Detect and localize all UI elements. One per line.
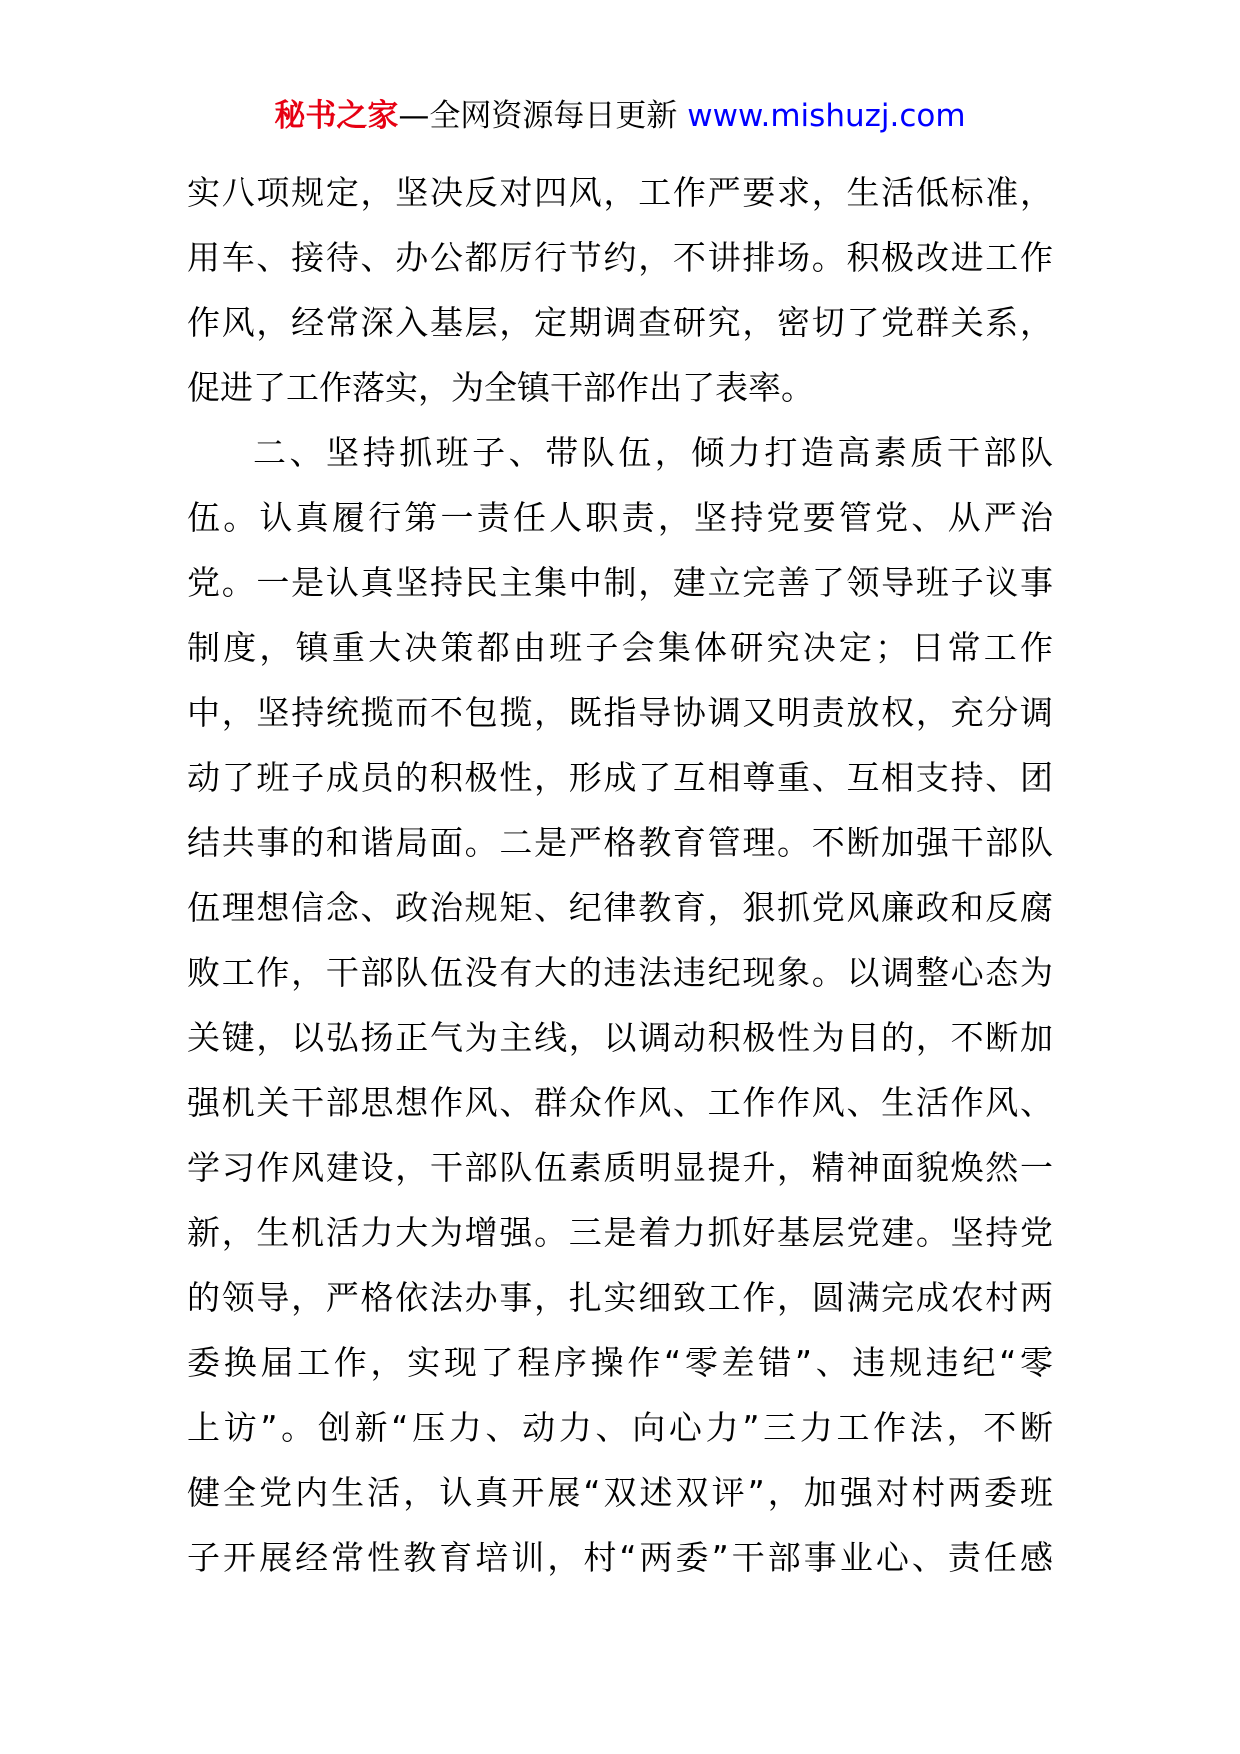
text-line: 败工作，干部队伍没有大的违法违纪现象。以调整心态为 bbox=[187, 953, 1053, 992]
brand-name: 秘书之家 bbox=[274, 98, 399, 134]
text-line: 学习作风建设，干部队伍素质明显提升，精神面貌焕然一 bbox=[187, 1148, 1053, 1187]
text-line: 作风，经常深入基层，定期调查研究，密切了党群关系， bbox=[187, 303, 1053, 342]
text-line: 动了班子成员的积极性，形成了互相尊重、互相支持、团 bbox=[187, 758, 1053, 797]
text-line: 子开展经常性教育培训，村“两委”干部事业心、责任感 bbox=[187, 1538, 1053, 1577]
text-line: 制度，镇重大决策都由班子会集体研究决定；日常工作 bbox=[187, 628, 1053, 667]
text-line: 健全党内生活，认真开展“双述双评”，加强对村两委班 bbox=[187, 1473, 1053, 1512]
text-line: 实八项规定，坚决反对四风，工作严要求，生活低标准， bbox=[187, 173, 1053, 212]
text-line: 用车、接待、办公都厉行节约，不讲排场。积极改进工作 bbox=[187, 238, 1053, 277]
text-line: 上访”。创新“压力、动力、向心力”三力工作法，不断 bbox=[187, 1408, 1053, 1447]
document-body bbox=[187, 160, 1053, 1590]
site-url-link[interactable]: www.mishuzj.com bbox=[687, 98, 966, 134]
header-tagline: —全网资源每日更新 bbox=[398, 98, 688, 134]
text-line: 伍理想信念、政治规矩、纪律教育，狠抓党风廉政和反腐 bbox=[187, 888, 1053, 927]
text-line: 党。一是认真坚持民主集中制，建立完善了领导班子议事 bbox=[187, 563, 1053, 602]
text-line: 中，坚持统揽而不包揽，既指导协调又明责放权，充分调 bbox=[187, 693, 1053, 732]
section-heading-line: 二、坚持抓班子、带队伍，倾力打造高素质干部队 bbox=[253, 433, 1053, 472]
text-line: 结共事的和谐局面。二是严格教育管理。不断加强干部队 bbox=[187, 823, 1053, 862]
text-line: 强机关干部思想作风、群众作风、工作作风、生活作风、 bbox=[187, 1083, 1053, 1122]
text-line: 委换届工作，实现了程序操作“零差错”、违规违纪“零 bbox=[187, 1343, 1053, 1382]
text-line: 关键，以弘扬正气为主线，以调动积极性为目的，不断加 bbox=[187, 1018, 1053, 1057]
text-line: 的领导，严格依法办事，扎实细致工作，圆满完成农村两 bbox=[187, 1278, 1053, 1317]
text-line: 促进了工作落实，为全镇干部作出了表率。 bbox=[187, 368, 814, 407]
site-header bbox=[0, 96, 1240, 136]
text-line: 新，生机活力大为增强。三是着力抓好基层党建。坚持党 bbox=[187, 1213, 1053, 1252]
text-line: 伍。认真履行第一责任人职责，坚持党要管党、从严治 bbox=[187, 498, 1053, 537]
